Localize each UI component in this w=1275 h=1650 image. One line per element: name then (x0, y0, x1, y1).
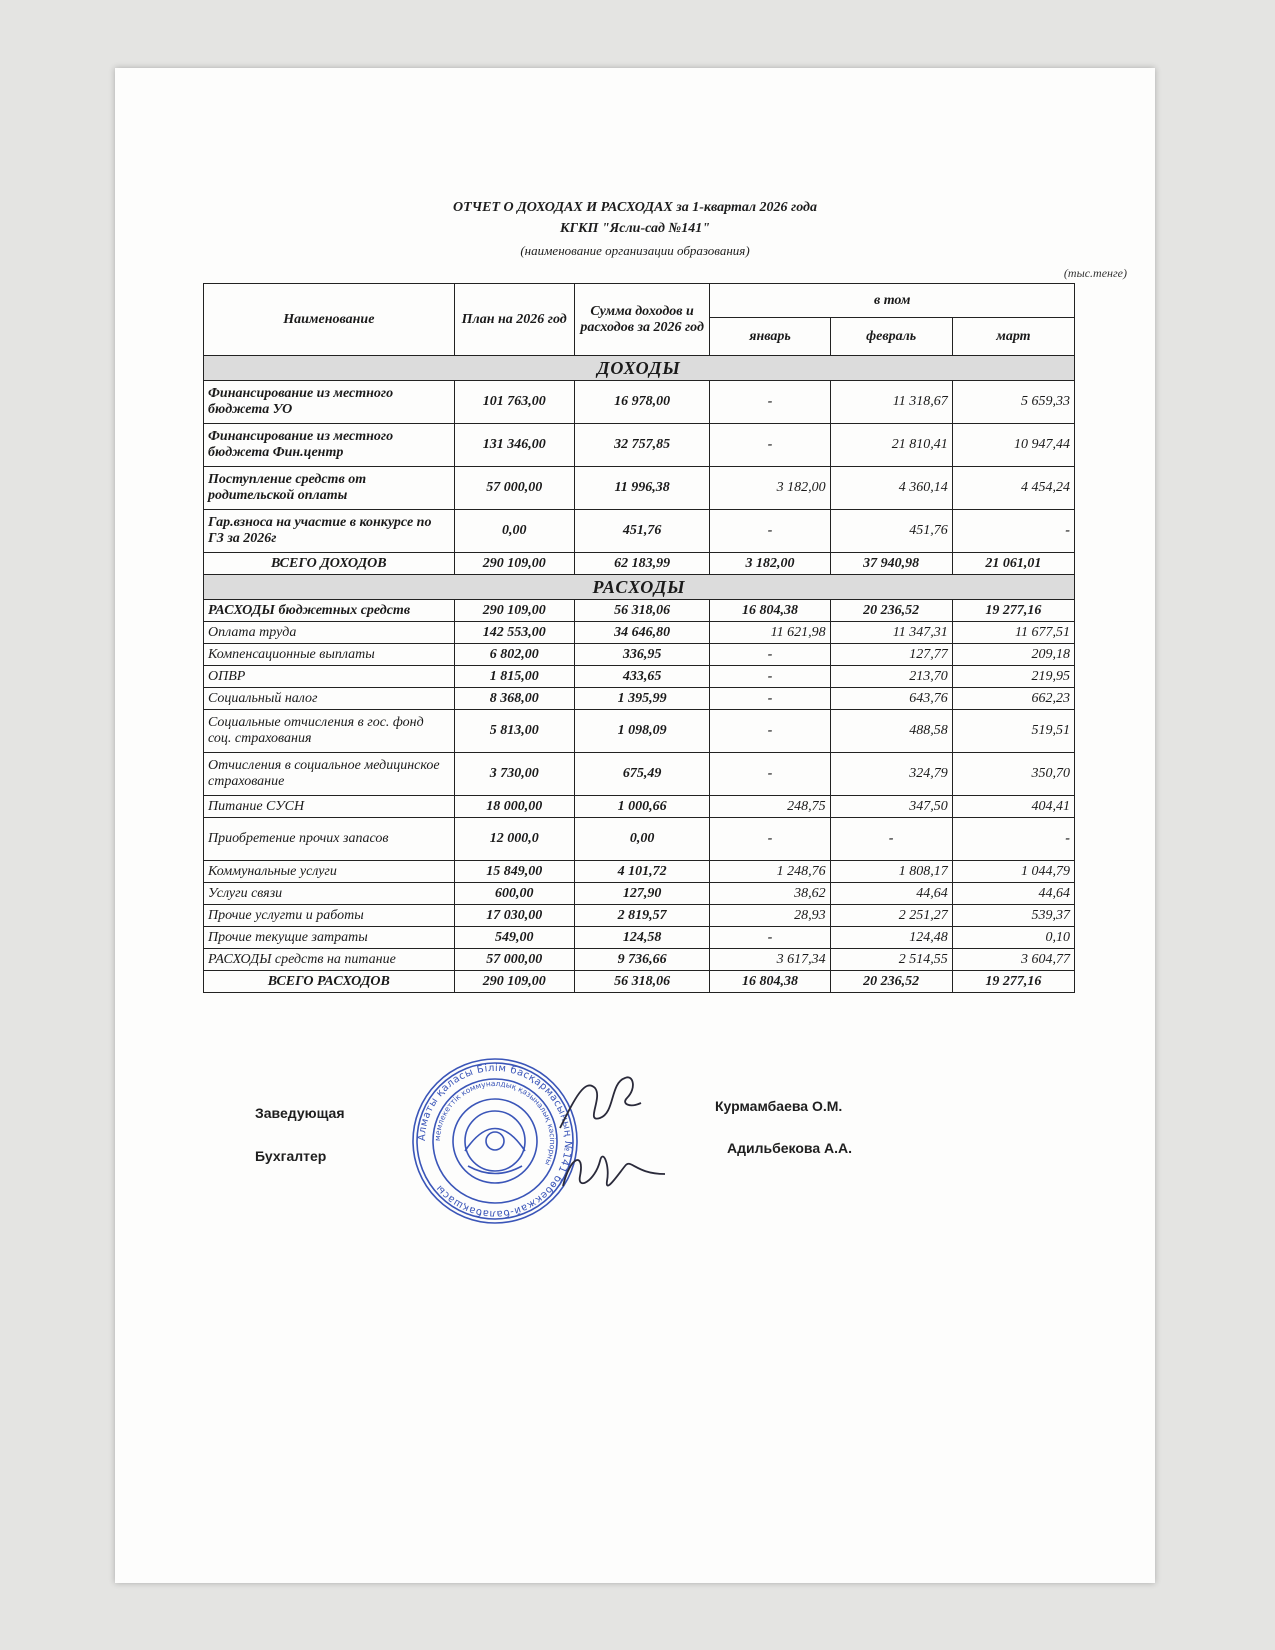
cell-plan: 131 346,00 (454, 424, 574, 467)
income-section (204, 356, 1075, 575)
cell-sum: 1 000,66 (574, 796, 710, 818)
cell-plan: 290 109,00 (454, 600, 574, 622)
cell-name: Прочие услугти и работы (204, 905, 455, 927)
cell-mar: 350,70 (952, 753, 1074, 796)
cell-mar: 519,51 (952, 710, 1074, 753)
col-header-plan: План на 2026 год (454, 284, 574, 356)
cell-plan: 290 109,00 (454, 553, 574, 575)
head-signature (555, 1068, 645, 1143)
table-row (204, 467, 1075, 510)
cell-sum: 11 996,38 (574, 467, 710, 510)
cell-name: РАСХОДЫ средств на питание (204, 949, 455, 971)
cell-plan: 1 815,00 (454, 666, 574, 688)
cell-name: Поступление средств от родительской оплаты (204, 467, 455, 510)
cell-name: Коммунальные услуги (204, 861, 455, 883)
cell-plan: 101 763,00 (454, 381, 574, 424)
cell-jan: - (710, 666, 830, 688)
cell-sum: 433,65 (574, 666, 710, 688)
accountant-signature (555, 1136, 665, 1206)
cell-feb: - (830, 818, 952, 861)
cell-mar: 1 044,79 (952, 861, 1074, 883)
cell-sum: 1 098,09 (574, 710, 710, 753)
total-row (204, 553, 1075, 575)
cell-sum: 451,76 (574, 510, 710, 553)
cell-jan: - (710, 927, 830, 949)
cell-plan: 5 813,00 (454, 710, 574, 753)
table-row (204, 666, 1075, 688)
cell-jan: 3 182,00 (710, 553, 830, 575)
section-title: РАСХОДЫ (204, 575, 1075, 600)
svg-text:мемлекеттік коммуналдық қазына: мемлекеттік коммуналдық қазыналық кәсіпорны (432, 1078, 558, 1167)
cell-jan: - (710, 644, 830, 666)
cell-jan: - (710, 818, 830, 861)
cell-plan: 15 849,00 (454, 861, 574, 883)
cell-plan: 8 368,00 (454, 688, 574, 710)
cell-plan: 57 000,00 (454, 467, 574, 510)
cell-mar: 209,18 (952, 644, 1074, 666)
cell-name: Гар.взноса на участие в конкурсе по ГЗ за 2026г (204, 510, 455, 553)
cell-name: Финансирование из местного бюджета Фин.центр (204, 424, 455, 467)
cell-plan: 12 000,0 (454, 818, 574, 861)
cell-sum: 336,95 (574, 644, 710, 666)
cell-mar: 44,64 (952, 883, 1074, 905)
head-name: Курмамбаева О.М. (715, 1098, 843, 1114)
cell-name: Питание СУСН (204, 796, 455, 818)
report-title: ОТЧЕТ О ДОХОДАХ И РАСХОДАХ за 1-квартал 2026 года (453, 200, 817, 215)
cell-feb: 1 808,17 (830, 861, 952, 883)
cell-mar: 19 277,16 (952, 600, 1074, 622)
report-table (203, 283, 1075, 993)
cell-mar: 662,23 (952, 688, 1074, 710)
cell-feb: 451,76 (830, 510, 952, 553)
cell-plan: 3 730,00 (454, 753, 574, 796)
table-row (204, 381, 1075, 424)
cell-name: Социальный налог (204, 688, 455, 710)
col-header-feb: февраль (830, 318, 952, 356)
cell-name: Прочие текущие затраты (204, 927, 455, 949)
cell-feb: 4 360,14 (830, 467, 952, 510)
cell-sum: 675,49 (574, 753, 710, 796)
cell-name: Финансирование из местного бюджета УО (204, 381, 455, 424)
cell-sum: 62 183,99 (574, 553, 710, 575)
organization-caption: (наименование организации образования) (520, 243, 750, 258)
cell-plan: 18 000,00 (454, 796, 574, 818)
cell-name: ВСЕГО ДОХОДОВ (204, 553, 455, 575)
cell-feb: 20 236,52 (830, 600, 952, 622)
expense-section (204, 575, 1075, 993)
cell-jan: 28,93 (710, 905, 830, 927)
col-header-sum: Сумма доходов и расходов за 2026 год (574, 284, 710, 356)
cell-jan: - (710, 688, 830, 710)
cell-mar: 10 947,44 (952, 424, 1074, 467)
table-row (204, 753, 1075, 796)
col-header-name: Наименование (204, 284, 455, 356)
cell-mar: - (952, 818, 1074, 861)
cell-plan: 0,00 (454, 510, 574, 553)
cell-plan: 142 553,00 (454, 622, 574, 644)
cell-mar: 4 454,24 (952, 467, 1074, 510)
cell-name: Услуги связи (204, 883, 455, 905)
cell-jan: 1 248,76 (710, 861, 830, 883)
cell-feb: 37 940,98 (830, 553, 952, 575)
cell-sum: 127,90 (574, 883, 710, 905)
accountant-title: Бухгалтер (255, 1148, 327, 1164)
table-row (204, 710, 1075, 753)
table-row (204, 927, 1075, 949)
cell-plan: 17 030,00 (454, 905, 574, 927)
cell-feb: 2 251,27 (830, 905, 952, 927)
cell-jan: 16 804,38 (710, 600, 830, 622)
cell-mar: 0,10 (952, 927, 1074, 949)
cell-mar: 404,41 (952, 796, 1074, 818)
cell-plan: 290 109,00 (454, 971, 574, 993)
cell-sum: 9 736,66 (574, 949, 710, 971)
accountant-name: Адильбекова А.А. (727, 1140, 853, 1156)
cell-jan: 11 621,98 (710, 622, 830, 644)
cell-jan: - (710, 424, 830, 467)
cell-mar: 21 061,01 (952, 553, 1074, 575)
cell-sum: 56 318,06 (574, 600, 710, 622)
col-header-mar: март (952, 318, 1074, 356)
table-row (204, 949, 1075, 971)
cell-jan: 3 617,34 (710, 949, 830, 971)
cell-feb: 127,77 (830, 644, 952, 666)
cell-name: РАСХОДЫ бюджетных средств (204, 600, 455, 622)
cell-feb: 213,70 (830, 666, 952, 688)
cell-name: Отчисления в социальное медицинское страхование (204, 753, 455, 796)
table-row (204, 600, 1075, 622)
cell-jan: - (710, 381, 830, 424)
cell-feb: 11 318,67 (830, 381, 952, 424)
table-row (204, 644, 1075, 666)
cell-sum: 56 318,06 (574, 971, 710, 993)
organization-name: КГКП "Ясли-сад №141" (560, 221, 710, 236)
cell-jan: - (710, 753, 830, 796)
cell-jan: - (710, 710, 830, 753)
section-header-row (204, 575, 1075, 600)
cell-mar: 3 604,77 (952, 949, 1074, 971)
section-header-row (204, 356, 1075, 381)
total-row (204, 971, 1075, 993)
cell-mar: 219,95 (952, 666, 1074, 688)
col-header-jan: январь (710, 318, 830, 356)
cell-feb: 488,58 (830, 710, 952, 753)
cell-name: ВСЕГО РАСХОДОВ (204, 971, 455, 993)
cell-feb: 124,48 (830, 927, 952, 949)
cell-plan: 600,00 (454, 883, 574, 905)
table-row (204, 796, 1075, 818)
cell-plan: 6 802,00 (454, 644, 574, 666)
cell-jan: 16 804,38 (710, 971, 830, 993)
cell-name: Социальные отчисления в гос. фонд соц. страхования (204, 710, 455, 753)
cell-jan: 248,75 (710, 796, 830, 818)
table-row (204, 818, 1075, 861)
table-row (204, 905, 1075, 927)
cell-plan: 57 000,00 (454, 949, 574, 971)
cell-feb: 324,79 (830, 753, 952, 796)
cell-feb: 347,50 (830, 796, 952, 818)
cell-feb: 11 347,31 (830, 622, 952, 644)
section-title: ДОХОДЫ (204, 356, 1075, 381)
table-row (204, 424, 1075, 467)
document-sheet (115, 68, 1155, 1583)
cell-plan: 549,00 (454, 927, 574, 949)
table-row (204, 883, 1075, 905)
cell-mar: 11 677,51 (952, 622, 1074, 644)
cell-feb: 20 236,52 (830, 971, 952, 993)
cell-sum: 2 819,57 (574, 905, 710, 927)
cell-feb: 21 810,41 (830, 424, 952, 467)
cell-sum: 34 646,80 (574, 622, 710, 644)
table-row (204, 861, 1075, 883)
cell-feb: 643,76 (830, 688, 952, 710)
cell-name: ОПВР (204, 666, 455, 688)
cell-jan: - (710, 510, 830, 553)
table-row (204, 688, 1075, 710)
cell-sum: 1 395,99 (574, 688, 710, 710)
cell-mar: 5 659,33 (952, 381, 1074, 424)
cell-jan: 38,62 (710, 883, 830, 905)
head-title: Заведующая (255, 1105, 345, 1121)
cell-sum: 32 757,85 (574, 424, 710, 467)
cell-name: Приобретение прочих запасов (204, 818, 455, 861)
cell-sum: 124,58 (574, 927, 710, 949)
cell-mar: 539,37 (952, 905, 1074, 927)
cell-sum: 0,00 (574, 818, 710, 861)
cell-feb: 44,64 (830, 883, 952, 905)
cell-name: Оплата труда (204, 622, 455, 644)
cell-mar: 19 277,16 (952, 971, 1074, 993)
cell-sum: 16 978,00 (574, 381, 710, 424)
cell-name: Компенсационные выплаты (204, 644, 455, 666)
cell-mar: - (952, 510, 1074, 553)
table-row (204, 510, 1075, 553)
cell-sum: 4 101,72 (574, 861, 710, 883)
cell-feb: 2 514,55 (830, 949, 952, 971)
col-header-group: в том (710, 284, 1075, 318)
cell-jan: 3 182,00 (710, 467, 830, 510)
units-label: (тыс.тенге) (1063, 266, 1127, 280)
svg-text:Алматы қаласы Білім басқармасы: Алматы қаласы Білім басқармасының №141 бөбекжай-балабақшасы (416, 1062, 574, 1220)
table-row (204, 622, 1075, 644)
